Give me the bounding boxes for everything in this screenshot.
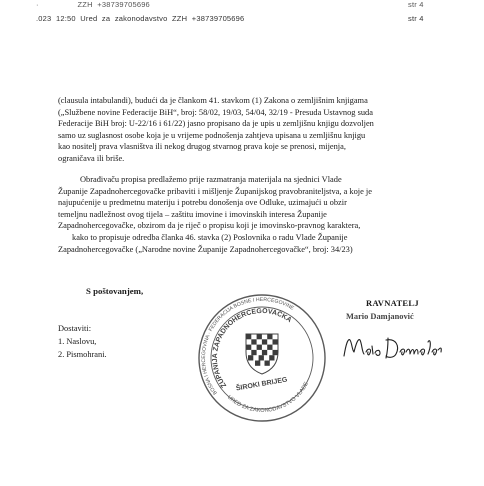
paragraph-line: najupućenije u predmetnu materiju i potrebu donošenja ove Odluke, uzimajući u obzir (58, 198, 347, 208)
signatory-name: Mario Damjanović (346, 312, 414, 321)
handwritten-signature (340, 330, 444, 366)
coat-of-arms-icon (246, 334, 278, 374)
fax-header-line-2 (36, 14, 424, 23)
fax-header-line-1 (36, 0, 424, 9)
stamp-city-text: ŠIROKI BRIJEG (235, 376, 289, 393)
delivery-heading: Dostaviti: (58, 324, 92, 333)
paragraph-line: Zapadnohercegovačke („Narodne novine Županije Zapadnohercegovačke“, broj: 34/23) (58, 244, 353, 254)
paragraph-line: („Službene novine Federacije BiH“, broj: 58/02, 19/03, 54/04, 32/19 - Presuda Ustavnog suda (58, 107, 373, 117)
paragraph-recommendation (58, 174, 438, 255)
paragraph-line: (clausula intabulandi), budući da je člankom 41. stavkom (1) Zakona o zemljišnim knjigama (58, 96, 368, 105)
stamp-bottom-text: URED ZA ZAKONODAVSTVO VLADE (225, 381, 310, 414)
paragraph-line: kao nositelj prava vlasništva ili nekog drugog stvarnog prava koje se prenosi, mijenja, (58, 142, 346, 152)
signatory-title: RAVNATELJ (366, 298, 419, 308)
paragraph-clausula (58, 95, 430, 165)
official-stamp (196, 292, 328, 424)
fax-page-number-2: str 4 (408, 14, 424, 23)
fax-header-text-1: · ZZH +38739705696 (36, 0, 150, 9)
fax-header-text-2: .023 12:50 Ured za zakonodavstvo ZZH +38739705696 (36, 14, 245, 23)
paragraph-line: samo uz suglasnost osobe koja je u vrijeme podnošenja zahtjeva upisana u zemljišnu knjigu (58, 130, 366, 140)
stamp-inner-text: ŽUPANIJA ZAPADNOHERCEGOVAČKA (211, 307, 293, 389)
paragraph-line: Federacije BiH broj: U-22/16 i 61/22) jasno propisano da je upis u zemljišnu knjigu dozvoljen (58, 119, 374, 129)
paragraph-line: Zapadnohercegovačke, obzirom da je riječ o propisu koji je imovinsko-pravnog karaktera, (58, 221, 361, 231)
paragraph-line: ograničava ili briše. (58, 153, 125, 163)
paragraph-line: Obrađivaču propisa predlažemo prije razmatranja materijala na sjednici Vlade (80, 175, 342, 184)
paragraph-line: kako to propisuje odredba članka 46. stavka (2) Poslovnika o radu Vlade Županije (72, 232, 348, 242)
paragraph-line: Županije Zapadnohercegovačke pribaviti i mišljenje Županijskog pravobraniteljstva, a koje je (58, 186, 372, 196)
delivery-item: 2. Pismohrani. (58, 350, 107, 359)
paragraph-line: temeljnu nadležnost ovog tijela – zaštitu imovine i imovinskih interesa Županije (58, 209, 327, 219)
stamp-outer-text: BOSNA I HERCEGOVINA · FEDERACIJA BOSNE I HERCEGOVINE (200, 296, 295, 396)
fax-page-number-1: str 4 (408, 0, 424, 9)
delivery-item: 1. Naslovu, (58, 337, 97, 346)
delivery-list (58, 322, 107, 361)
closing-salutation: S poštovanjem, (86, 286, 144, 296)
